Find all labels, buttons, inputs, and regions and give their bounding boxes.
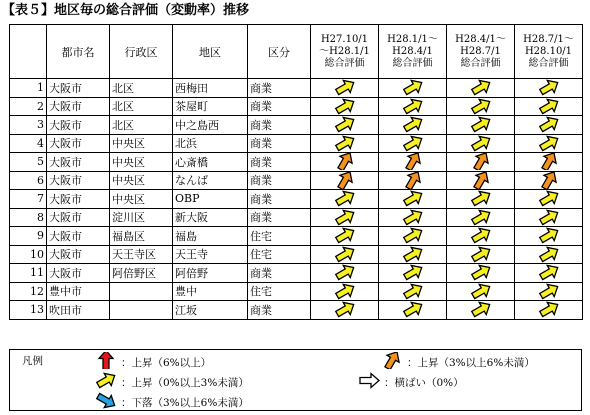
header-row bbox=[10, 25, 583, 79]
header-period-1 bbox=[311, 25, 379, 79]
table-row bbox=[10, 171, 583, 190]
rating-cell bbox=[515, 264, 583, 283]
arrow-icon bbox=[381, 283, 444, 300]
rating-cell bbox=[311, 171, 379, 190]
city-cell: 大阪市 bbox=[47, 116, 110, 135]
arrow-icon bbox=[381, 301, 444, 318]
rating-cell bbox=[311, 264, 379, 283]
arrow-icon bbox=[449, 301, 512, 318]
district-cell: 北浜 bbox=[173, 134, 248, 153]
ward-cell: 北区 bbox=[110, 79, 173, 98]
type-cell: 商業 bbox=[248, 116, 311, 135]
rating-cell bbox=[447, 264, 515, 283]
header-period-line: H28.10/1 bbox=[524, 45, 573, 57]
arrow-icon bbox=[517, 209, 580, 226]
city-cell: 大阪市 bbox=[47, 208, 110, 227]
arrow-icon bbox=[313, 172, 376, 189]
arrow-icon bbox=[449, 264, 512, 281]
table-row bbox=[10, 245, 583, 264]
rating-cell bbox=[515, 282, 583, 301]
arrow-icon bbox=[449, 98, 512, 115]
arrow-icon bbox=[517, 190, 580, 207]
table-row bbox=[10, 282, 583, 301]
ward-cell: 中央区 bbox=[110, 153, 173, 172]
rating-cell bbox=[311, 116, 379, 135]
header-period-line: H28.4/1 bbox=[392, 45, 433, 57]
arrow-icon bbox=[313, 98, 376, 115]
arrow-icon bbox=[449, 153, 512, 170]
ward-cell: 淀川区 bbox=[110, 208, 173, 227]
row-number-cell: 5 bbox=[10, 153, 47, 172]
rating-cell bbox=[515, 97, 583, 116]
row-number-cell: 10 bbox=[10, 245, 47, 264]
arrow-icon bbox=[449, 246, 512, 263]
arrow-icon bbox=[517, 98, 580, 115]
table-row bbox=[10, 190, 583, 209]
rating-cell bbox=[311, 245, 379, 264]
header-period-3 bbox=[447, 25, 515, 79]
header-ward: 行政区 bbox=[110, 25, 173, 79]
table-row bbox=[10, 208, 583, 227]
legend-item-up-3-6 bbox=[380, 352, 535, 372]
arrow-icon bbox=[94, 372, 121, 392]
ward-cell: 中央区 bbox=[110, 134, 173, 153]
rating-cell bbox=[311, 301, 379, 320]
type-cell: 商業 bbox=[248, 97, 311, 116]
table-row bbox=[10, 153, 583, 172]
rating-cell bbox=[515, 134, 583, 153]
ward-cell: 阿倍野区 bbox=[110, 264, 173, 283]
header-period-4 bbox=[515, 25, 583, 79]
legend-item-up-0-3 bbox=[94, 372, 249, 392]
rating-cell bbox=[447, 134, 515, 153]
arrow-icon bbox=[313, 264, 376, 281]
rating-cell bbox=[447, 153, 515, 172]
rating-cell bbox=[515, 208, 583, 227]
arrow-icon bbox=[517, 116, 580, 133]
rating-cell bbox=[379, 171, 447, 190]
district-cell: OBP bbox=[173, 190, 248, 209]
arrow-icon bbox=[313, 209, 376, 226]
arrow-icon bbox=[313, 116, 376, 133]
table-body bbox=[10, 79, 583, 320]
legend-label: ：下落（3%以上6%未満） bbox=[121, 396, 249, 409]
row-number-cell: 2 bbox=[10, 97, 47, 116]
table-title: 【表５】地区毎の総合評価（変動率）推移 bbox=[2, 3, 250, 18]
district-cell: 福島 bbox=[173, 227, 248, 246]
rating-cell bbox=[515, 301, 583, 320]
arrow-icon bbox=[449, 283, 512, 300]
arrow-icon bbox=[381, 264, 444, 281]
rating-cell bbox=[447, 208, 515, 227]
arrow-icon bbox=[449, 227, 512, 244]
row-number-cell: 13 bbox=[10, 301, 47, 320]
city-cell: 大阪市 bbox=[47, 171, 110, 190]
rating-cell bbox=[515, 116, 583, 135]
type-cell: 商業 bbox=[248, 190, 311, 209]
rating-cell bbox=[447, 171, 515, 190]
rating-cell bbox=[379, 245, 447, 264]
header-period-line: H28.1/1～ bbox=[387, 33, 438, 45]
arrow-icon bbox=[517, 301, 580, 318]
rating-cell bbox=[447, 79, 515, 98]
table-row bbox=[10, 79, 583, 98]
rating-cell bbox=[379, 282, 447, 301]
legend-item-flat bbox=[357, 372, 464, 392]
type-cell: 商業 bbox=[248, 134, 311, 153]
rating-cell bbox=[379, 301, 447, 320]
district-cell: 江坂 bbox=[173, 301, 248, 320]
table-row bbox=[10, 134, 583, 153]
rating-cell bbox=[311, 153, 379, 172]
legend-item-up-6 bbox=[94, 352, 211, 372]
arrow-icon bbox=[449, 190, 512, 207]
arrow-icon bbox=[381, 98, 444, 115]
header-no bbox=[10, 25, 47, 79]
type-cell: 商業 bbox=[248, 301, 311, 320]
arrow-icon bbox=[449, 209, 512, 226]
rating-cell bbox=[311, 79, 379, 98]
rating-cell bbox=[311, 227, 379, 246]
arrow-icon bbox=[313, 190, 376, 207]
row-number-cell: 7 bbox=[10, 190, 47, 209]
row-number-cell: 4 bbox=[10, 134, 47, 153]
type-cell: 住宅 bbox=[248, 227, 311, 246]
arrow-icon bbox=[381, 227, 444, 244]
header-city: 都市名 bbox=[47, 25, 110, 79]
row-number-cell: 8 bbox=[10, 208, 47, 227]
district-cell: 茶屋町 bbox=[173, 97, 248, 116]
rating-cell bbox=[515, 171, 583, 190]
header-period-2 bbox=[379, 25, 447, 79]
type-cell: 商業 bbox=[248, 153, 311, 172]
rating-cell bbox=[379, 153, 447, 172]
arrow-icon bbox=[517, 264, 580, 281]
rating-cell bbox=[311, 134, 379, 153]
row-number-cell: 12 bbox=[10, 282, 47, 301]
type-cell: 商業 bbox=[248, 208, 311, 227]
header-period-line: H28.7/1～ bbox=[523, 33, 574, 45]
row-number-cell: 6 bbox=[10, 171, 47, 190]
district-cell: なんば bbox=[173, 171, 248, 190]
table-row bbox=[10, 227, 583, 246]
ward-cell: 北区 bbox=[110, 97, 173, 116]
table-row bbox=[10, 97, 583, 116]
table-row bbox=[10, 301, 583, 320]
arrow-icon bbox=[313, 135, 376, 152]
type-cell: 住宅 bbox=[248, 245, 311, 264]
table-row bbox=[10, 116, 583, 135]
arrow-icon bbox=[381, 190, 444, 207]
rating-cell bbox=[447, 116, 515, 135]
rating-cell bbox=[447, 227, 515, 246]
arrow-icon bbox=[313, 301, 376, 318]
city-cell: 大阪市 bbox=[47, 264, 110, 283]
legend-title: 凡例 bbox=[22, 355, 43, 367]
type-cell: 商業 bbox=[248, 264, 311, 283]
rating-cell bbox=[379, 227, 447, 246]
rating-cell bbox=[447, 245, 515, 264]
arrow-icon bbox=[449, 135, 512, 152]
arrow-icon bbox=[381, 246, 444, 263]
city-cell: 吹田市 bbox=[47, 301, 110, 320]
arrow-icon bbox=[313, 153, 376, 170]
city-cell: 大阪市 bbox=[47, 134, 110, 153]
arrow-icon bbox=[381, 116, 444, 133]
arrow-icon bbox=[381, 209, 444, 226]
city-cell: 大阪市 bbox=[47, 153, 110, 172]
arrow-icon bbox=[517, 227, 580, 244]
arrow-icon bbox=[381, 153, 444, 170]
arrow-icon bbox=[517, 153, 580, 170]
rating-cell bbox=[311, 208, 379, 227]
district-cell: 豊中 bbox=[173, 282, 248, 301]
arrow-icon bbox=[517, 246, 580, 263]
legend-label: ：横ばい（0%） bbox=[384, 376, 464, 389]
city-cell: 豊中市 bbox=[47, 282, 110, 301]
ward-cell bbox=[110, 301, 173, 320]
ward-cell: 中央区 bbox=[110, 171, 173, 190]
rating-cell bbox=[379, 208, 447, 227]
arrow-icon bbox=[517, 79, 580, 96]
rating-cell bbox=[311, 190, 379, 209]
city-cell: 大阪市 bbox=[47, 97, 110, 116]
header-period-line: 総合評価 bbox=[460, 57, 501, 69]
rating-cell bbox=[515, 245, 583, 264]
ward-cell bbox=[110, 282, 173, 301]
header-period-line: H28.4/1～ bbox=[455, 33, 506, 45]
arrow-icon bbox=[381, 172, 444, 189]
rating-cell bbox=[311, 282, 379, 301]
arrow-icon bbox=[313, 246, 376, 263]
district-cell: 中之島西 bbox=[173, 116, 248, 135]
type-cell: 商業 bbox=[248, 171, 311, 190]
arrow-icon bbox=[517, 283, 580, 300]
district-cell: 新大阪 bbox=[173, 208, 248, 227]
table-row bbox=[10, 264, 583, 283]
rating-cell bbox=[379, 264, 447, 283]
legend-label: ：上昇（6%以上） bbox=[121, 356, 212, 369]
ward-cell: 中央区 bbox=[110, 190, 173, 209]
rating-cell bbox=[515, 79, 583, 98]
arrow-icon bbox=[357, 372, 384, 392]
arrow-icon bbox=[313, 79, 376, 96]
rating-cell bbox=[447, 301, 515, 320]
arrow-icon bbox=[313, 283, 376, 300]
rating-cell bbox=[311, 97, 379, 116]
rating-cell bbox=[515, 190, 583, 209]
rating-cell bbox=[515, 153, 583, 172]
ward-cell: 北区 bbox=[110, 116, 173, 135]
row-number-cell: 1 bbox=[10, 79, 47, 98]
legend-item-down-3-6 bbox=[94, 392, 249, 412]
header-type: 区分 bbox=[248, 25, 311, 79]
city-cell: 大阪市 bbox=[47, 245, 110, 264]
rating-cell bbox=[447, 190, 515, 209]
rating-cell bbox=[379, 134, 447, 153]
row-number-cell: 9 bbox=[10, 227, 47, 246]
arrow-icon bbox=[517, 172, 580, 189]
district-cell: 阿倍野 bbox=[173, 264, 248, 283]
district-cell: 心斎橋 bbox=[173, 153, 248, 172]
arrow-icon bbox=[380, 352, 407, 372]
city-cell: 大阪市 bbox=[47, 190, 110, 209]
district-rating-table bbox=[9, 24, 583, 320]
row-number-cell: 11 bbox=[10, 264, 47, 283]
district-cell: 西梅田 bbox=[173, 79, 248, 98]
type-cell: 住宅 bbox=[248, 282, 311, 301]
header-period-line: 総合評価 bbox=[324, 57, 365, 69]
legend-label: ：上昇（3%以上6%未満） bbox=[407, 356, 535, 369]
arrow-icon bbox=[449, 79, 512, 96]
rating-cell bbox=[379, 116, 447, 135]
ward-cell: 天王寺区 bbox=[110, 245, 173, 264]
header-period-line: 総合評価 bbox=[392, 57, 433, 69]
arrow-icon bbox=[381, 79, 444, 96]
arrow-icon bbox=[449, 116, 512, 133]
arrow-icon bbox=[449, 172, 512, 189]
row-number-cell: 3 bbox=[10, 116, 47, 135]
city-cell: 大阪市 bbox=[47, 227, 110, 246]
header-period-line: H28.7/1 bbox=[460, 45, 501, 57]
header-district: 地区 bbox=[173, 25, 248, 79]
header-period-line: 総合評価 bbox=[528, 57, 569, 69]
arrow-icon bbox=[94, 352, 121, 372]
rating-cell bbox=[447, 282, 515, 301]
rating-cell bbox=[447, 97, 515, 116]
arrow-icon bbox=[94, 392, 121, 412]
rating-cell bbox=[379, 79, 447, 98]
arrow-icon bbox=[517, 135, 580, 152]
type-cell: 商業 bbox=[248, 79, 311, 98]
rating-cell bbox=[379, 97, 447, 116]
district-cell: 天王寺 bbox=[173, 245, 248, 264]
legend bbox=[9, 349, 582, 411]
ward-cell: 福島区 bbox=[110, 227, 173, 246]
header-period-line: ～H28.1/1 bbox=[319, 45, 370, 57]
arrow-icon bbox=[313, 227, 376, 244]
arrow-icon bbox=[381, 135, 444, 152]
rating-cell bbox=[515, 227, 583, 246]
rating-cell bbox=[379, 190, 447, 209]
city-cell: 大阪市 bbox=[47, 79, 110, 98]
legend-label: ：上昇（0%以上3%未満） bbox=[121, 376, 249, 389]
header-period-line: H27.10/1 bbox=[320, 33, 369, 45]
